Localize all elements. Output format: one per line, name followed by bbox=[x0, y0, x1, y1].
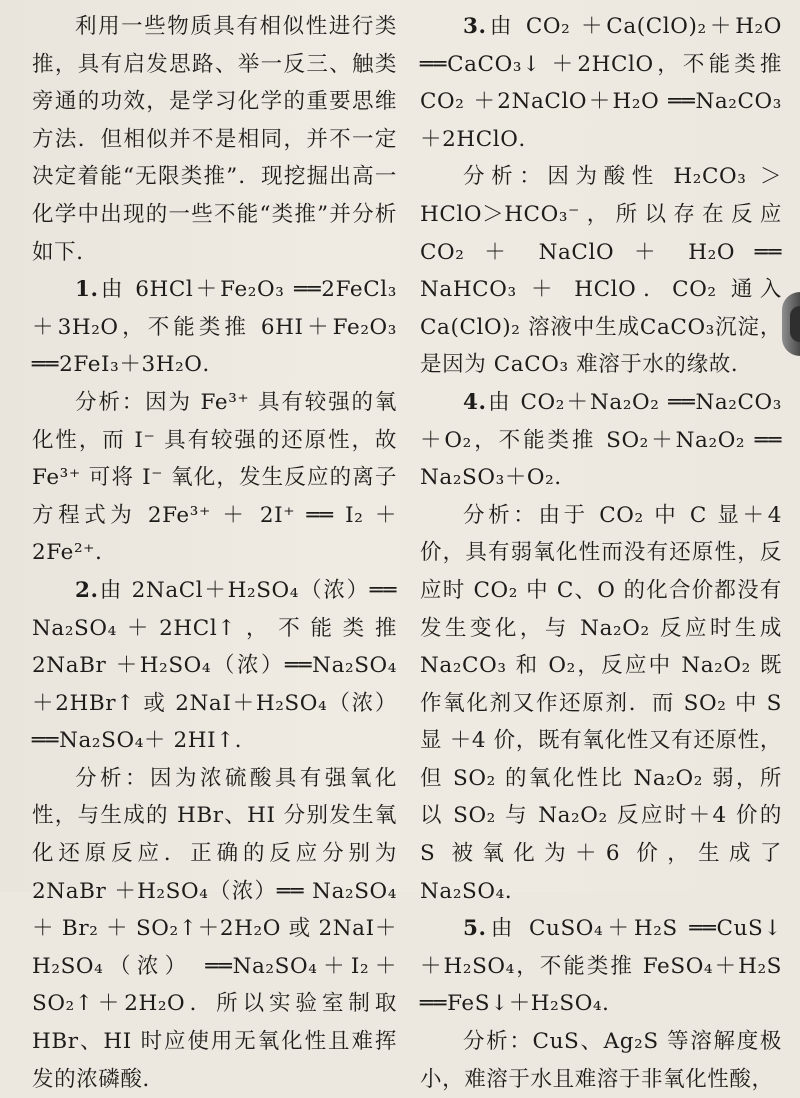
right-column bbox=[420, 8, 782, 1098]
page-edge-tab-inner bbox=[790, 306, 800, 342]
item-1-paragraph bbox=[32, 271, 397, 384]
item-1-number: 1. bbox=[75, 277, 99, 303]
item-2-number: 2. bbox=[75, 577, 99, 603]
analysis-3-paragraph: 分析：因为酸性 H₂CO₃ ＞ HClO＞HCO₃⁻，所以存在反应 CO₂ ＋ NaClO ＋ H₂O ══ NaHCO₃ ＋ HClO．CO₂ 通入 Ca(ClO)₂ 溶液中生成CaCO₃沉淀，是因为 CaCO₃ 难溶于水的缘故． bbox=[420, 164, 782, 378]
item-5-paragraph bbox=[420, 910, 782, 1023]
analysis-2-paragraph: 分析：因为浓硫酸具有强氧化性，与生成的 HBr、HI 分别发生氧化还原反应．正确的反应分别为 2NaBr ＋H₂SO₄（浓）══ Na₂SO₄ ＋ Br₂ ＋ SO₂↑＋2H₂O 或 2NaI＋H₂SO₄（浓） ══Na₂SO₄＋I₂＋SO₂↑＋2H₂O．所以实验室制取 HBr、HI 时应使用无氧化性且难挥发的浓磷酸． bbox=[32, 765, 397, 1092]
item-4-number: 4. bbox=[463, 389, 487, 415]
item-2-text: 由 2NaCl＋H₂SO₄（浓）══ Na₂SO₄＋2HCl↑，不能类推 2NaBr ＋H₂SO₄（浓）══Na₂SO₄＋2HBr↑ 或 2NaI＋H₂SO₄（浓）══Na₂SO₄＋ 2HI↑． bbox=[32, 577, 397, 754]
analysis-4-paragraph: 分析：由于 CO₂ 中 C 显＋4 价，具有弱氧化性而没有还原性，反应时 CO₂ 中 C、O 的化合价都没有发生变化，与 Na₂O₂ 反应时生成 Na₂CO₃ 和 O₂，反应中 Na₂O₂ 既作氧化剂又作还原剂．而 SO₂ 中 S 显 ＋4 价，既有氧化性又有还原性，但 SO₂ 的氧化性比 Na₂O₂ 弱，所以 SO₂ 与 Na₂O₂ 反应时＋4 价的 S 被氧化为＋6 价，生成了 Na₂SO₄． bbox=[420, 502, 782, 904]
item-3-text: 由 CO₂ ＋Ca(ClO)₂＋H₂O ══CaCO₃↓ ＋2HClO，不能类推 CO₂ ＋2NaClO＋H₂O ══Na₂CO₃ ＋2HClO． bbox=[420, 14, 782, 152]
item-1-text: 由 6HCl＋Fe₂O₃ ══2FeCl₃ ＋3H₂O，不能类推 6HI＋Fe₂O₃ ══2FeI₃＋3H₂O． bbox=[32, 277, 397, 378]
item-3-paragraph bbox=[420, 8, 782, 158]
item-5-text: 由 CuSO₄＋H₂S ══CuS↓ ＋H₂SO₄，不能类推 FeSO₄＋H₂S ══FeS↓＋H₂SO₄． bbox=[420, 916, 782, 1017]
item-2-paragraph bbox=[32, 572, 397, 760]
analysis-1-paragraph: 分析：因为 Fe³⁺ 具有较强的氧化性，而 I⁻ 具有较强的还原性，故 Fe³⁺ 可将 I⁻ 氧化，发生反应的离子方程式为 2Fe³⁺ ＋ 2I⁺ ══ I₂ ＋ 2Fe²⁺． bbox=[32, 389, 397, 566]
item-4-text: 由 CO₂＋Na₂O₂ ══Na₂CO₃ ＋O₂，不能类推 SO₂＋Na₂O₂ ══ Na₂SO₃＋O₂． bbox=[420, 389, 782, 491]
item-5-number: 5. bbox=[463, 916, 487, 942]
item-3-number: 3. bbox=[463, 14, 487, 39]
item-4-paragraph bbox=[420, 384, 782, 497]
intro-paragraph: 利用一些物质具有相似性进行类推，具有启发思路、举一反三、触类旁通的功效，是学习化学的重要思维方法．但相似并不是相同，并不一定决定着能“无限类推”．现挖掘出高一化学中出现的一些不能“类推”并分析如下． bbox=[32, 14, 397, 265]
analysis-5-paragraph: 分析：CuS、Ag₂S 等溶解度极小，难溶于水且难溶于非氧化性酸， bbox=[420, 1029, 782, 1092]
left-column bbox=[32, 8, 397, 1098]
